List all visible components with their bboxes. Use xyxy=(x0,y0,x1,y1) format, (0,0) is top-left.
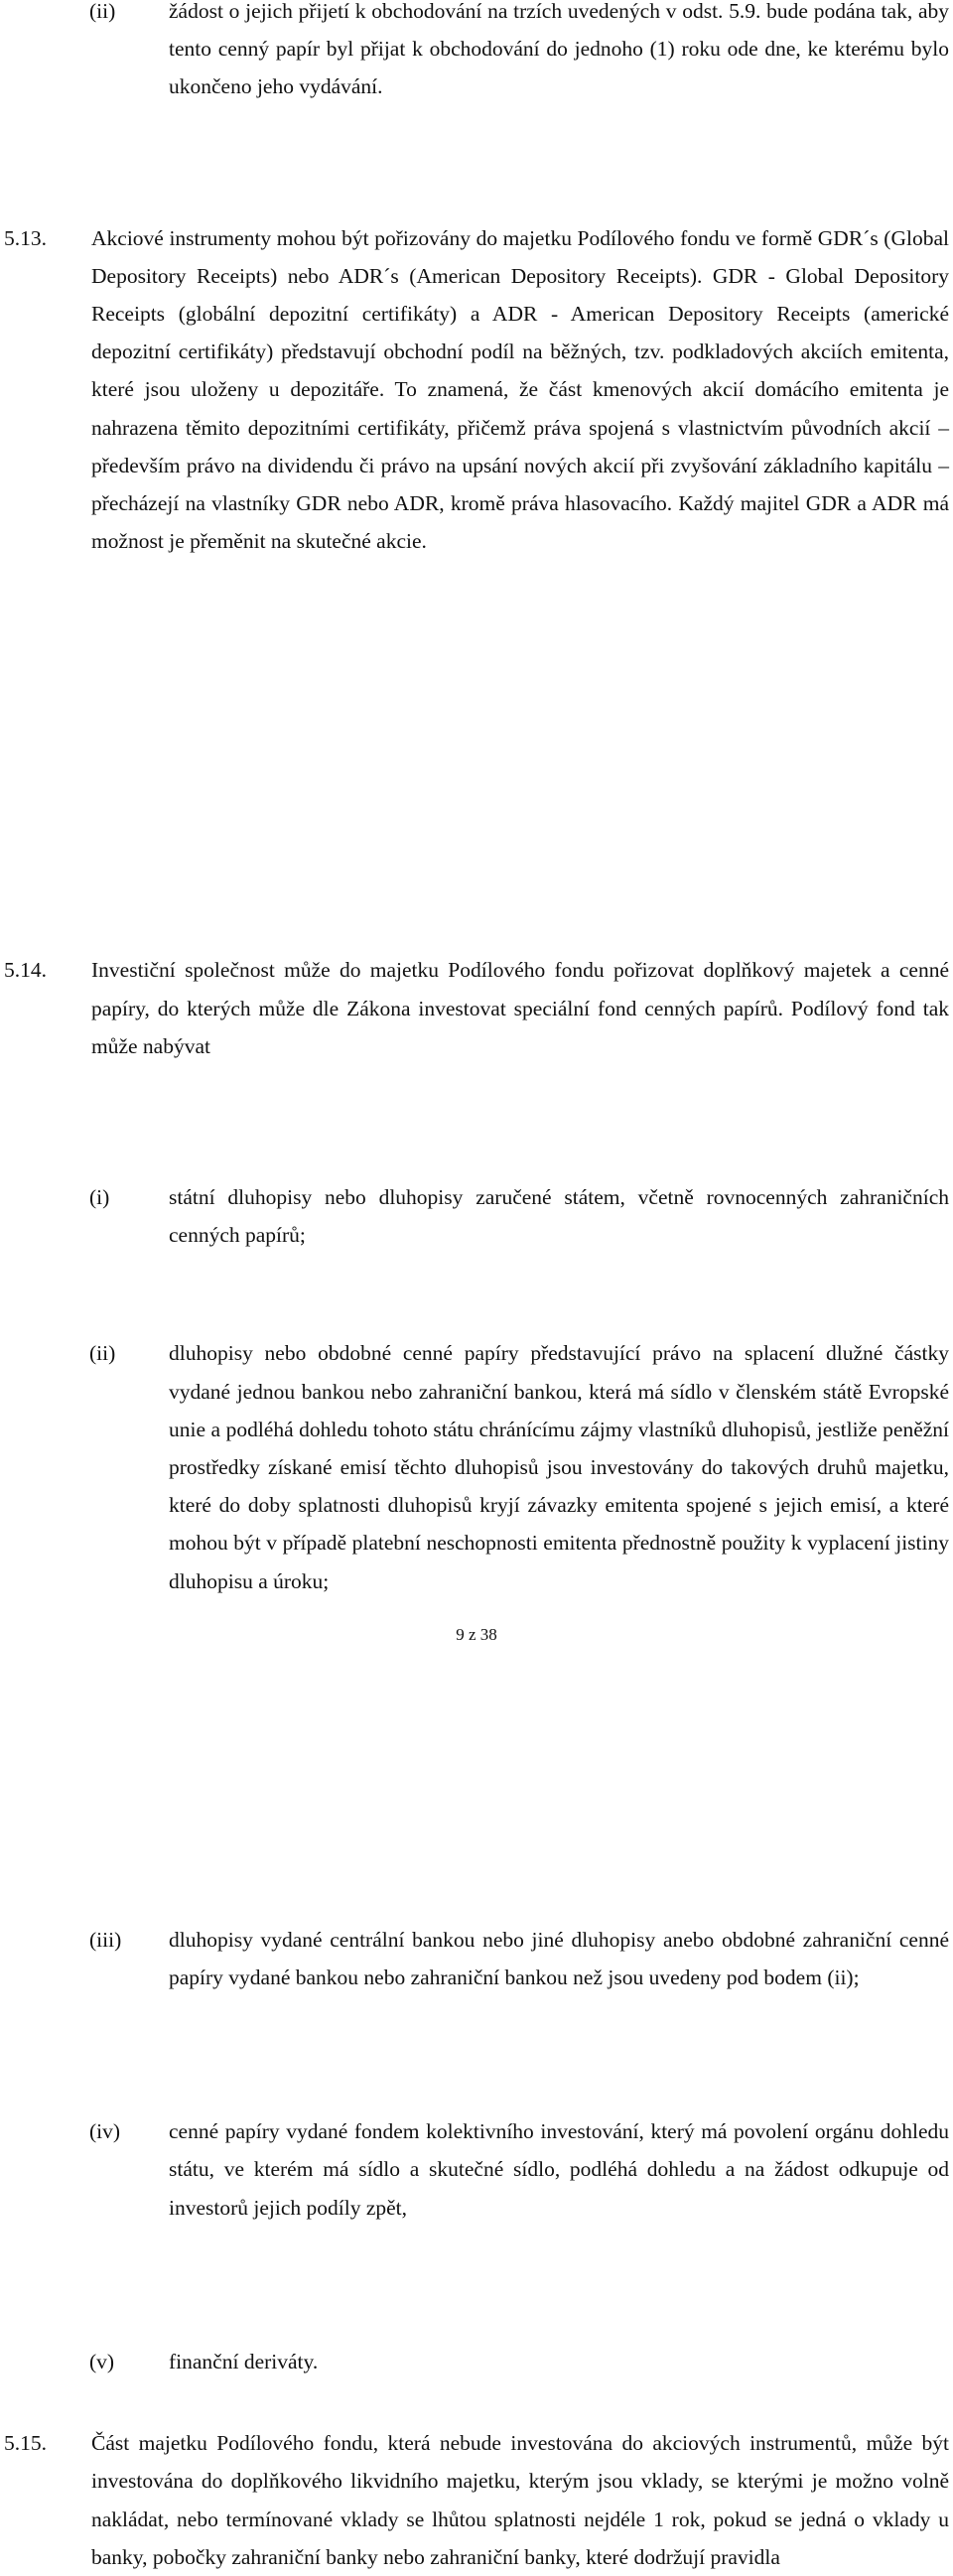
section-5-15 xyxy=(0,2424,953,2576)
item-label: (iii) xyxy=(89,1927,122,1952)
section-5-13 xyxy=(0,219,953,561)
section-text: Část majetku Podílového fondu, která nebude investována do akciových instrumentů, může být investována do doplňkového likvidního majetku, kterým jsou vklady, se kterými je možno volně nakládat, nebo termínované vklady se lhůtou splatnosti nejdéle 1 rok, pokud se jedná o vklady u banky, pobočky zahraniční banky nebo zahraniční banky, které dodržují pravidla xyxy=(91,2431,949,2569)
item-text: finanční deriváty. xyxy=(169,2349,319,2373)
item-label: (iv) xyxy=(89,2119,121,2144)
list-item-ii xyxy=(0,1334,953,1599)
section-text: Akciové instrumenty mohou být pořizovány do majetku Podílového fondu ve formě GDR´s (Global Depository Receipts) nebo ADR´s (American Depository Receipts). GDR - Global Depository Receipts (globální depozitní certifikáty) a ADR - American Depository Receipts (americké depozitní certifikáty) představují obchodní podíl na běžných, tzv. podkladových akciích emitenta, které jsou uloženy u depozitáře. To znamená, že část kmenových akcií domácího emitenta je nahrazena těmito depozitními certifikáty, přičemž práva spojená s vlastnictvím původních akcií – především právo na dividendu či právo na upsání nových akcií při zvyšování základního kapitálu – přecházejí na vlastníky GDR nebo ADR, kromě práva hlasovacího. Každý majitel GDR a ADR má možnost je přeměnit na skutečné akcie. xyxy=(91,225,949,554)
section-number: 5.15. xyxy=(4,2431,47,2456)
section-number: 5.14. xyxy=(4,958,47,983)
item-label: (ii) xyxy=(89,1341,116,1366)
item-text: cenné papíry vydané fondem kolektivního investování, který má povolení orgánu dohledu státu, ve kterém má sídlo a skutečné sídlo, podléhá dohledu a na žádost odkupuje od investorů jejich podíly zpět, xyxy=(169,2119,949,2220)
list-item-v xyxy=(0,2343,953,2380)
item-label: (ii) xyxy=(89,0,116,23)
item-text: státní dluhopisy nebo dluhopisy zaručené státem, včetně rovnocenných zahraničních cenných papírů; xyxy=(169,1185,949,1248)
section-5-14 xyxy=(0,951,953,1065)
list-item-iii xyxy=(0,1921,953,1996)
item-label: (v) xyxy=(89,2349,115,2373)
list-item-iv xyxy=(0,2112,953,2227)
continuation-item xyxy=(0,0,953,106)
page-number: 9 z 38 xyxy=(456,1625,497,1644)
item-text: dluhopisy nebo obdobné cenné papíry představující právo na splacení dlužné částky vydané jednou bankou nebo zahraniční bankou, která má sídlo v členském státě Evropské unie a podléhá dohledu tohoto státu chránícímu zájmy vlastníků dluhopisů, jestliže peněžní prostředky získané emisí těchto dluhopisů jsou investovány do takových druhů majetku, které do doby splatnosti dluhopisů kryjí závazky emitenta spojené s jejich emisí, a které mohou být v případě platební neschopnosti emitenta přednostně použity k vyplacení jistiny dluhopisu a úroku; xyxy=(169,1341,949,1593)
item-label: (i) xyxy=(89,1185,110,1210)
item-text: žádost o jejich přijetí k obchodování na trzích uvedených v odst. 5.9. bude podána tak, aby tento cenný papír byl přijat k obchodování do jednoho (1) roku ode dne, ke kterému bylo ukončeno jeho vydávání. xyxy=(169,0,949,99)
section-text: Investiční společnost může do majetku Podílového fondu pořizovat doplňkový majetek a cenné papíry, do kterých může dle Zákona investovat speciální fond cenných papírů. Podílový fond tak může nabývat xyxy=(91,958,949,1058)
list-item-i xyxy=(0,1178,953,1254)
item-text: dluhopisy vydané centrální bankou nebo jiné dluhopisy anebo obdobné zahraniční cenné papíry vydané bankou nebo zahraniční bankou než jsou uvedeny pod bodem (ii); xyxy=(169,1927,949,1990)
section-number: 5.13. xyxy=(4,225,47,250)
